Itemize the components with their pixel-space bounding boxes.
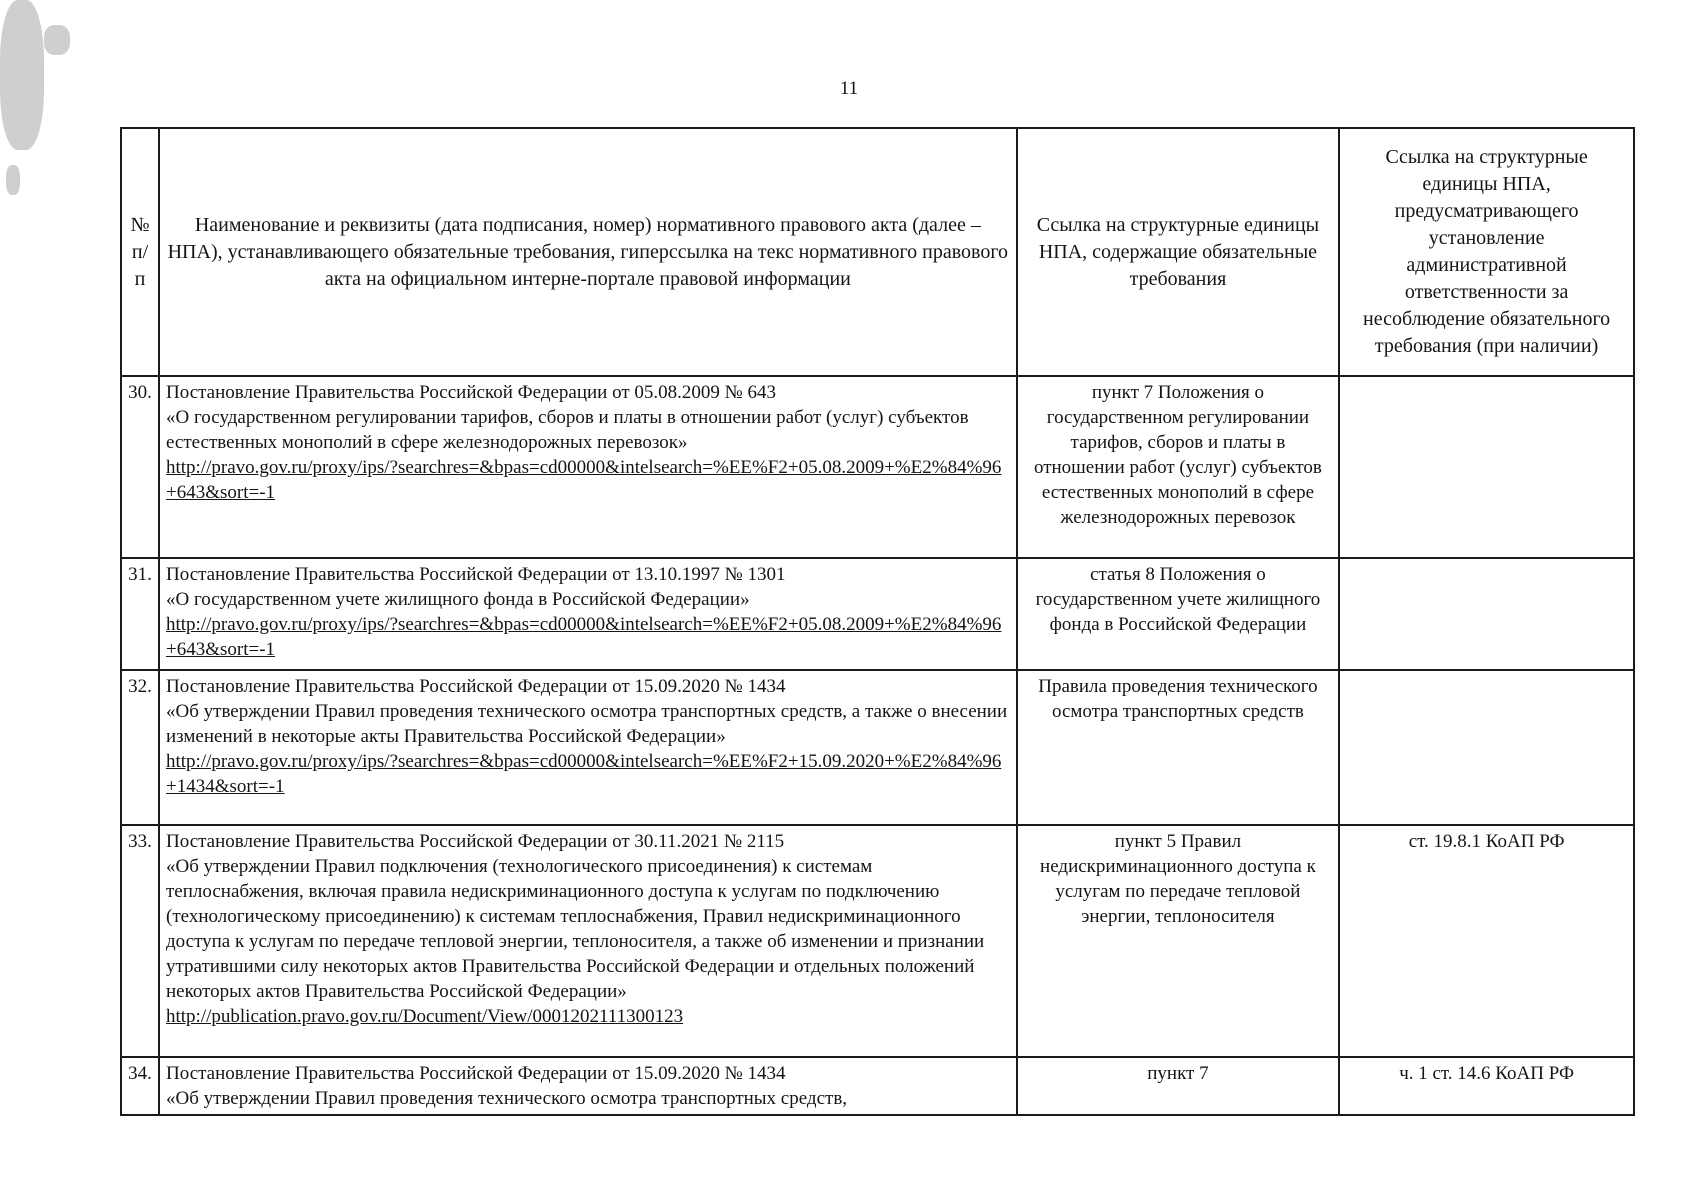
act-name: «О государственном учете жилищного фонда в Российской Федерации» [166,589,750,610]
act-name: «О государственном регулировании тарифов, сборов и платы в отношении работ (услуг) субъектов естественных монополий в сфере железнодорожных перевозок» [166,407,969,453]
admin-liability-cell [1339,670,1634,825]
scan-smudge [6,165,20,195]
act-cell [159,376,1017,558]
act-name: «Об утверждении Правил подключения (технологического присоединения) к системам теплоснабжения, включая правила недискриминационного доступа к услугам по подключению (технологическому присоединению) к системам теплоснабжения, Правил недискриминационного доступа к услугам по передаче тепловой энергии, теплоносителя, а также об изменении и признании утратившими силу некоторых актов Правительства Российской Федерации и отдельных положений некоторых актов Правительства Российской Федерации» [166,856,985,1002]
act-link[interactable]: http://publication.pravo.gov.ru/Document/View/0001202111300123 [166,1006,684,1027]
act-cell [159,825,1017,1057]
table-row [121,825,1634,1057]
admin-liability-cell: ст. 19.8.1 КоАП РФ [1339,825,1634,1057]
act-title: Постановление Правительства Российской Федерации от 30.11.2021 № 2115 [166,831,785,852]
act-cell [159,1057,1017,1115]
row-number: 32. [121,670,159,825]
requirements-cell: пункт 5 Правил недискриминационного доступа к услугам по передаче тепловой энергии, теплоносителя [1017,825,1340,1057]
admin-liability-cell: ч. 1 ст. 14.6 КоАП РФ [1339,1057,1634,1115]
requirements-cell: пункт 7 [1017,1057,1340,1115]
requirements-cell: Правила проведения технического осмотра транспортных средств [1017,670,1340,825]
row-number: 30. [121,376,159,558]
row-number: 33. [121,825,159,1057]
admin-liability-cell [1339,376,1634,558]
header-admin-liability: Ссылка на структурные единицы НПА, предусматривающего установление административной ответственности за несоблюдение обязательного требования (при наличии) [1339,128,1634,376]
header-num: № п/п [121,128,159,376]
requirements-cell: статья 8 Положения о государственном учете жилищного фонда в Российской Федерации [1017,558,1340,670]
act-link[interactable]: http://pravo.gov.ru/proxy/ips/?searchres=&bpas=cd00000&intelsearch=%EE%F2+05.08.2009+%E2%84%96+643&sort=-1 [166,614,1002,660]
requirements-table [120,127,1635,1116]
act-link[interactable]: http://pravo.gov.ru/proxy/ips/?searchres=&bpas=cd00000&intelsearch=%EE%F2+15.09.2020+%E2%84%96+1434&sort=-1 [166,751,1002,797]
header-act: Наименование и реквизиты (дата подписания, номер) нормативного правового акта (далее – НПА), устанавливающего обязательные требования, гиперссылка на текс нормативного правового акта на официальном интерне-портале правовой информации [159,128,1017,376]
table-row [121,670,1634,825]
page-number: 11 [839,78,859,99]
act-name: «Об утверждении Правил проведения технического осмотра транспортных средств, а также о внесении изменений в некоторые акты Правительства Российской Федерации» [166,701,1008,747]
table-row [121,558,1634,670]
scan-smudge [44,25,70,55]
act-cell [159,558,1017,670]
row-number: 34. [121,1057,159,1115]
table-row [121,376,1634,558]
table-row [121,1057,1634,1115]
header-requirements: Ссылка на структурные единицы НПА, содержащие обязательные требования [1017,128,1340,376]
act-link[interactable]: http://pravo.gov.ru/proxy/ips/?searchres=&bpas=cd00000&intelsearch=%EE%F2+05.08.2009+%E2%84%96+643&sort=-1 [166,457,1002,503]
act-cell [159,670,1017,825]
admin-liability-cell [1339,558,1634,670]
row-number: 31. [121,558,159,670]
act-name: «Об утверждении Правил проведения технического осмотра транспортных средств, [166,1088,848,1109]
scan-smudge [0,0,44,150]
act-title: Постановление Правительства Российской Федерации от 13.10.1997 № 1301 [166,564,786,585]
act-title: Постановление Правительства Российской Федерации от 05.08.2009 № 643 [166,382,777,403]
requirements-cell: пункт 7 Положения о государственном регулировании тарифов, сборов и платы в отношении работ (услуг) субъектов естественных монополий в сфере железнодорожных перевозок [1017,376,1340,558]
act-title: Постановление Правительства Российской Федерации от 15.09.2020 № 1434 [166,676,786,697]
table-header-row [121,128,1634,376]
act-title: Постановление Правительства Российской Федерации от 15.09.2020 № 1434 [166,1063,786,1084]
